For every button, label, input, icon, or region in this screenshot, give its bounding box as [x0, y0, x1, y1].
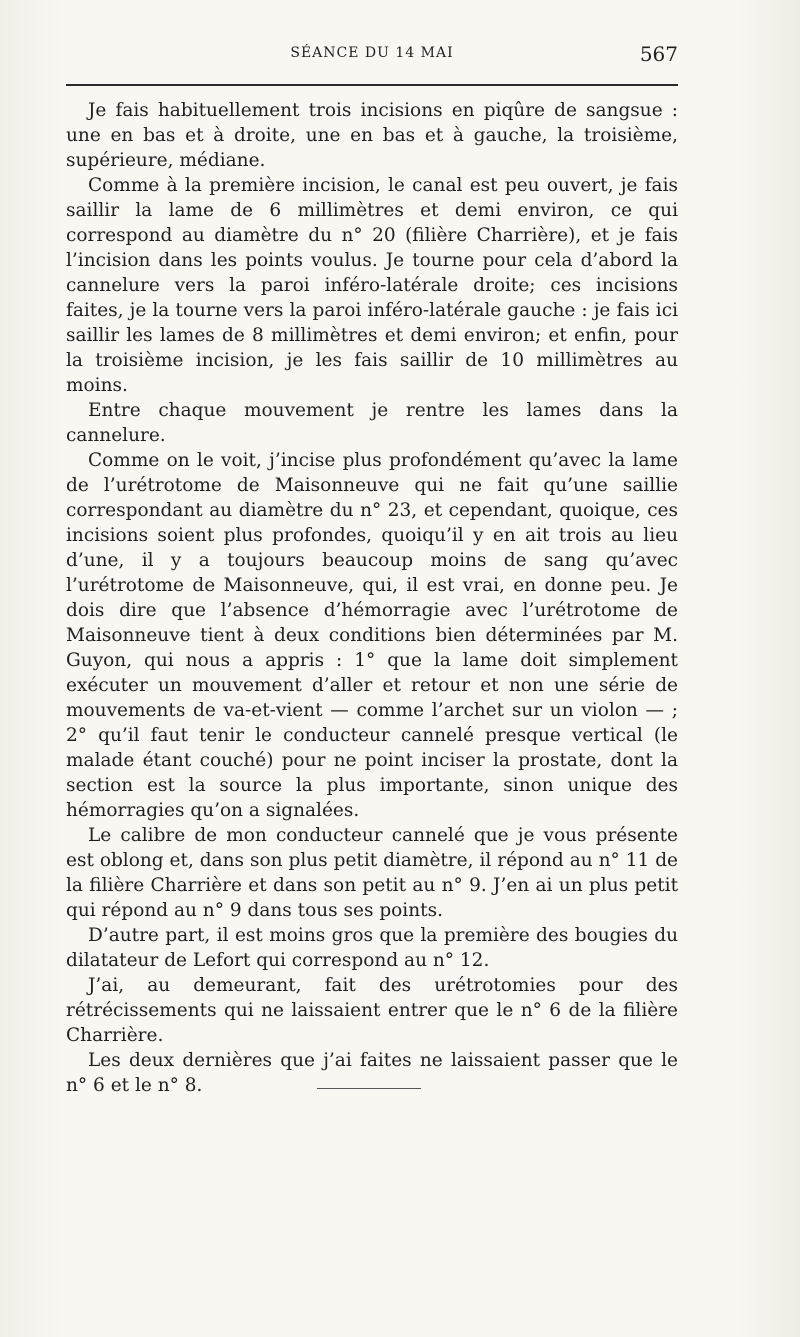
body-text	[66, 98, 678, 1098]
end-rule	[317, 1088, 421, 1089]
paragraph-4: Comme on le voit, j’incise plus profondément qu’avec la lame de l’urétrotome de Maisonneuve qui ne fait qu’une saillie correspondant au diamètre du n° 23, et cependant, quoique, ces incisions soient plus profondes, quoiqu’il y en ait trois au lieu d’une, il y a toujours beaucoup moins de sang qu’avec l’urétrotome de Maisonneuve, qui, il est vrai, en donne peu. Je dois dire que l’absence d’hémorragie avec l’urétrotome de Maisonneuve tient à deux conditions bien déterminées par M. Guyon, qui nous a appris : 1° que la lame doit simplement exécuter un mouvement d’aller et retour et non une série de mouvements de va-et-vient — comme l’archet sur un violon — ; 2° qu’il faut tenir le conducteur cannelé presque vertical (le malade étant couché) pour ne point inciser la prostate, dont la section est la source la plus importante, sinon unique des hémorragies qu’on a signalées.	[66, 450, 678, 821]
paragraph-8: Les deux dernières que j’ai faites ne laissaient passer que le n° 6 et le n° 8.	[66, 1050, 678, 1096]
paragraph-7: J’ai, au demeurant, fait des urétrotomies pour des rétrécissements qui ne laissaient entrer que le n° 6 de la filière Charrière.	[66, 975, 678, 1046]
page-header	[66, 42, 678, 70]
header-rule	[66, 84, 678, 86]
running-head: SÉANCE DU 14 MAI	[290, 45, 454, 61]
page-number: 567	[639, 42, 678, 66]
paragraph-2: Comme à la première incision, le canal est peu ouvert, je fais saillir la lame de 6 millimètres et demi environ, ce qui correspond au diamètre du n° 20 (filière Charrière), et je fais l’incision dans les points voulus. Je tourne pour cela d’abord la cannelure vers la paroi inféro-latérale droite; ces incisions faites, je la tourne vers la paroi inféro-latérale gauche : je fais ici saillir les lames de 8 millimètres et demi environ; et enfin, pour la troisième incision, je les fais saillir de 10 millimètres au moins.	[66, 175, 678, 396]
paragraph-3: Entre chaque mouvement je rentre les lames dans la cannelure.	[66, 400, 678, 446]
paragraph-5: Le calibre de mon conducteur cannelé que je vous présente est oblong et, dans son plus petit diamètre, il répond au n° 11 de la filière Charrière et dans son petit au n° 9. J’en ai un plus petit qui répond au n° 9 dans tous ses points.	[66, 825, 678, 921]
paragraph-1: Je fais habituellement trois incisions en piqûre de sangsue : une en bas et à droite, une en bas et à gauche, la troisième, supérieure, médiane.	[66, 100, 678, 171]
paragraph-6: D’autre part, il est moins gros que la première des bougies du dilatateur de Lefort qui correspond au n° 12.	[66, 925, 678, 971]
